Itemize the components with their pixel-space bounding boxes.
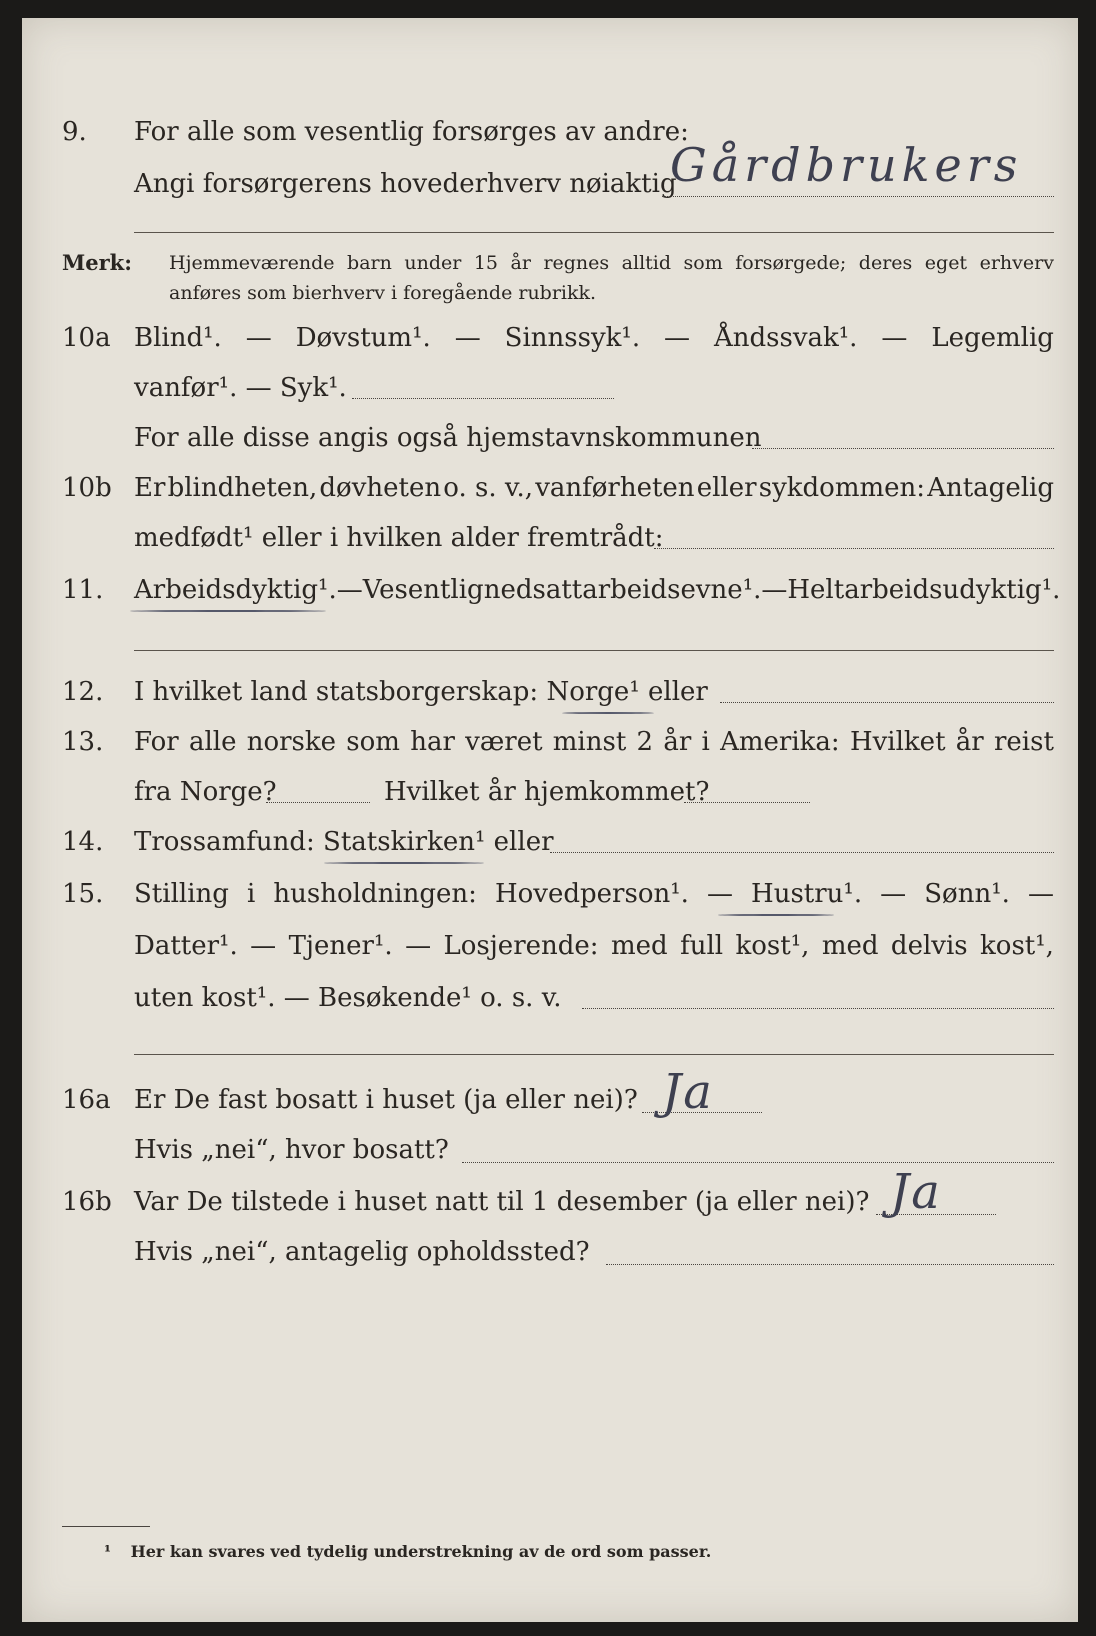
word: Helt [787,575,845,605]
q10a-row-2 [22,368,1078,408]
word: Hovedperson¹. [494,879,689,909]
q12-number: 12. [62,677,104,707]
divider [134,650,1054,651]
q16b-row-2 [22,1232,1078,1272]
word: Datter¹. [134,931,238,961]
word: eget [924,252,968,274]
q16a-handwritten-answer: Ja [662,1064,714,1120]
word: har [410,727,455,757]
word: Losjerende: [443,931,599,961]
word: Sinnssyk¹. [504,323,641,353]
q10b-row-2 [22,518,1078,558]
q16b-handwritten-answer: Ja [890,1164,942,1220]
q16b-place-line[interactable] [606,1264,1054,1265]
q15-row-1 [22,874,1078,914]
q11-number: 11. [62,575,104,605]
q11-line-1 [134,570,1061,610]
word: Antagelig [927,473,1054,503]
word: Vesentlig [362,575,484,605]
q14-answer-line[interactable] [550,852,1054,853]
word: i [701,727,710,757]
q12-row-1 [22,672,1078,712]
q16b-line-2: Hvis „nei“, antagelig opholdssted? [134,1237,590,1267]
word: Amerika: [720,727,840,757]
q11-row-1 [22,570,1078,610]
word: 2 [636,727,654,757]
word: Er [134,473,166,503]
q10b-line-2: medfødt¹ eller i hvilken alder fremtrådt: [134,523,664,553]
word: Blind¹. [134,323,222,353]
q16a-row-1 [22,1080,1078,1120]
word: sykdommen: [758,473,926,503]
word: kost¹, [735,931,810,961]
q13-number: 13. [62,727,104,757]
q14-number: 14. [62,827,104,857]
q9-number: 9. [62,117,87,147]
word: erhverv [979,252,1054,274]
word: — [761,575,788,605]
q10a-line-1 [134,318,1054,358]
word: år [510,252,531,274]
q12-line-1: I hvilket land statsborgerskap: Norge¹ eller [134,677,708,707]
word: døvheten [319,473,442,503]
word: Åndssvak¹. [713,323,858,353]
divider [134,232,1054,233]
word: under [404,252,462,274]
q16a-line-1: Er De fast bosatt i huset (ja eller nei)? [134,1085,638,1115]
merk-text [169,248,1054,308]
word: Døvstum¹. [295,323,431,353]
word: i [246,879,256,909]
census-form-page [22,18,1078,1622]
q10b-row-1 [22,468,1078,508]
q10b-line-1 [134,468,1054,508]
q13-row-1 [22,722,1078,762]
word: o. s. v., [443,473,534,503]
word: 15 [473,252,499,274]
word: barn [347,252,392,274]
divider [134,1054,1054,1055]
word: Sønn¹. [924,879,1010,909]
q13-year-left-line[interactable] [266,802,370,803]
footnote [104,1542,711,1561]
word: Legemlig [931,323,1054,353]
word: deres [858,252,913,274]
q16a-where-line[interactable] [462,1162,1054,1163]
q14-underline-statskirken [324,862,484,864]
q16a-line-2: Hvis „nei“, hvor bosatt? [134,1135,449,1165]
word: eller [696,473,757,503]
word: Hvilket [849,727,946,757]
q11-underline-arbeidsdyktig [130,610,326,612]
footnote-mark: ¹ [104,1542,112,1561]
q15-answer-line[interactable] [582,1008,1054,1009]
word: husholdningen: [273,879,477,909]
word: For [134,727,179,757]
word: — [881,323,908,353]
word: nedsatt [483,575,583,605]
word: alle [188,727,237,757]
word: — [336,575,363,605]
word: som [346,727,400,757]
q15-row-2 [22,926,1078,966]
q10a-line-2: vanfør¹. — Syk¹. [134,373,347,403]
footnote-text: Her kan svares ved tydelig understrekning av de ord som passer. [130,1542,712,1561]
word: delvis [890,931,968,961]
q16a-number: 16a [62,1085,111,1115]
q9-line-1: For alle som vesentlig forsørges av andre: [134,117,689,147]
word: været [465,727,543,757]
q9-line-2: Angi forsørgerens hovederhverv nøiaktig [134,169,677,199]
q10a-number: 10a [62,323,111,353]
q10a-home-municipality-line[interactable] [752,448,1054,449]
word: — [664,323,691,353]
word: — [245,323,272,353]
q10a-line-3: For alle disse angis også hjemstavnskommunen [134,423,762,453]
q13-row-2 [22,772,1078,812]
word: minst [552,727,627,757]
q16b-line-1: Var De tilstede i huset natt til 1 desember (ja eller nei)? [134,1187,870,1217]
merk-note [22,248,1078,312]
word: arbeidsevne¹. [582,575,762,605]
word: — [250,931,277,961]
q10a-row-3 [22,418,1078,458]
q13-line-1 [134,722,1054,762]
q15-underline-hustru [718,914,834,916]
q13-line-2a: fra Norge? [134,777,277,807]
q9-handwritten-answer: Gårdbrukers [670,138,1023,192]
q14-line-1: Trossamfund: Statskirken¹ eller [134,827,554,857]
word: arbeidsudyktig¹. [844,575,1061,605]
q15-line-1 [134,874,1054,914]
q10a-row-1 [22,318,1078,358]
word: alltid [621,252,672,274]
q9-answer-line[interactable] [662,196,1054,197]
q13-line-2b: Hvilket år hjemkommet? [384,777,710,807]
merk-line-1 [169,248,1054,278]
word: regnes [543,252,610,274]
word: år [955,727,984,757]
word: — [454,323,481,353]
word: norske [246,727,337,757]
word: år [663,727,692,757]
word: vanførheten [535,473,695,503]
word: — [1027,879,1054,909]
word: Arbeidsdyktig¹. [134,575,337,605]
word: Hustru¹. [751,879,863,909]
q15-line-3: uten kost¹. — Besøkende¹ o. s. v. [134,983,562,1013]
word: — [405,931,432,961]
q10b-answer-line[interactable] [654,548,1054,549]
word: — [880,879,907,909]
word: — [706,879,733,909]
word: som [683,252,723,274]
q12-underline-norge [562,712,654,714]
word: Stilling [134,879,229,909]
q13-year-returned-line[interactable] [684,802,810,803]
q15-line-2 [134,926,1054,966]
word: full [680,931,724,961]
merk-label: Merk: [62,250,132,275]
q12-answer-line[interactable] [720,702,1054,703]
word: reist [993,727,1054,757]
q10b-number: 10b [62,473,112,503]
merk-line-2: anføres som bierhverv i foregående rubrikk. [169,282,597,304]
footnote-rule [62,1526,150,1527]
word: forsørgede; [735,252,847,274]
word: med [821,931,879,961]
q10a-syk-line[interactable] [352,398,614,399]
word: blindheten, [167,473,318,503]
word: kost¹, [980,931,1054,961]
q16b-number: 16b [62,1187,112,1217]
q14-row-1 [22,822,1078,862]
q15-number: 15. [62,879,104,909]
word: Tjener¹. [288,931,393,961]
q15-row-3 [22,978,1078,1018]
word: med [610,931,668,961]
word: Hjemmeværende [169,252,335,274]
